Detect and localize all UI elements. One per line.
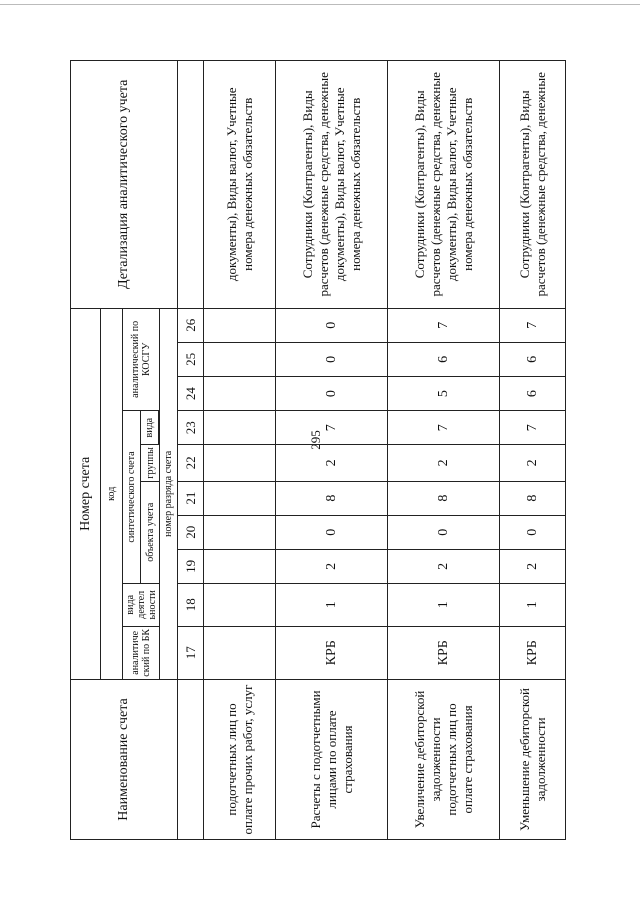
value-cell: КРБ — [500, 626, 566, 679]
digit-cell: 25 — [178, 342, 204, 376]
detail-cell: документы), Виды валют, Учетные номера денежных обязательств — [204, 61, 276, 309]
header-activity-type: вида деятел ьности — [123, 583, 160, 626]
header-accounting-object: объекта учета — [141, 481, 160, 583]
value-cell: 8 — [276, 481, 388, 515]
rotated-page — [70, 60, 570, 840]
value-cell: 0 — [500, 515, 566, 549]
value-cell: 1 — [276, 583, 388, 626]
account-name: подотчетных лиц по оплате прочих работ, услуг — [204, 679, 276, 839]
header-account-name: Наименование счета — [71, 679, 178, 839]
digit-cell: 23 — [178, 411, 204, 445]
header-synthetic: синтетического счета — [123, 411, 141, 584]
digit-cell: 22 — [178, 445, 204, 481]
detail-cell: Сотрудники (Контрагенты), Виды расчетов (денежные средства, денежные документы), Виды валют, Учетные номера денежных обязательств — [388, 61, 500, 309]
value-cell: 8 — [500, 481, 566, 515]
value-cell: 6 — [500, 376, 566, 410]
value-cell: 0 — [276, 308, 388, 342]
header-group: группы — [141, 445, 160, 481]
value-cell — [204, 342, 276, 376]
table-row — [388, 61, 500, 840]
header-account-number: Номер счета — [71, 308, 101, 679]
digit-cell: 26 — [178, 308, 204, 342]
value-cell — [204, 583, 276, 626]
value-cell: 7 — [500, 308, 566, 342]
digit-cell: 24 — [178, 376, 204, 410]
value-cell: 0 — [388, 515, 500, 549]
value-cell: 0 — [276, 376, 388, 410]
accounts-table — [70, 60, 566, 840]
account-name: Увеличение дебиторской задолженности подотчетных лиц по оплате страхования — [388, 679, 500, 839]
value-cell — [204, 626, 276, 679]
value-cell — [204, 411, 276, 445]
value-cell: 7 — [500, 411, 566, 445]
value-cell: 2 — [500, 549, 566, 583]
digits-row-blank — [178, 679, 204, 839]
top-border-line — [0, 4, 640, 5]
value-cell: 7 — [388, 411, 500, 445]
value-cell — [204, 481, 276, 515]
account-name: Уменьшение дебиторской задолженности — [500, 679, 566, 839]
table-row — [204, 61, 276, 840]
header-kind: вида — [141, 411, 159, 445]
value-cell: 2 — [500, 445, 566, 481]
value-cell: 7 — [388, 308, 500, 342]
header-digit-number: номер разряда счета — [160, 308, 178, 679]
page-number: 295 — [307, 430, 323, 450]
digits-row-blank — [178, 61, 204, 309]
value-cell: 1 — [388, 583, 500, 626]
digit-cell: 19 — [178, 549, 204, 583]
value-cell: 2 — [276, 445, 388, 481]
table-row — [500, 61, 566, 840]
digit-cell: 21 — [178, 481, 204, 515]
value-cell: 6 — [500, 342, 566, 376]
digit-cell: 17 — [178, 626, 204, 679]
account-name: Расчеты с подотчетными лицами по оплате страхования — [276, 679, 388, 839]
value-cell — [204, 445, 276, 481]
value-cell: 8 — [388, 481, 500, 515]
header-analytic-kosgu: аналитический по КОСГУ — [123, 308, 160, 411]
value-cell: 2 — [276, 549, 388, 583]
value-cell: 5 — [388, 376, 500, 410]
value-cell — [204, 515, 276, 549]
value-cell — [204, 549, 276, 583]
value-cell: КРБ — [388, 626, 500, 679]
value-cell: 0 — [276, 515, 388, 549]
detail-cell: Сотрудники (Контрагенты), Виды расчетов (денежные средства, денежные — [500, 61, 566, 309]
header-code: код — [101, 308, 123, 679]
value-cell: 0 — [276, 342, 388, 376]
value-cell — [204, 376, 276, 410]
digit-cell: 20 — [178, 515, 204, 549]
value-cell: 7 — [276, 411, 388, 445]
table-row — [276, 61, 388, 840]
value-cell: 2 — [388, 549, 500, 583]
value-cell: 1 — [500, 583, 566, 626]
header-detail: Детализация аналитического учета — [71, 61, 178, 309]
value-cell: 6 — [388, 342, 500, 376]
value-cell: 2 — [388, 445, 500, 481]
header-analytic-bk: аналитиче ский по БК — [123, 626, 160, 679]
detail-cell: Сотрудники (Контрагенты), Виды расчетов (денежные средства, денежные документы), Виды валют, Учетные номера денежных обязательств — [276, 61, 388, 309]
value-cell — [204, 308, 276, 342]
digit-cell: 18 — [178, 583, 204, 626]
value-cell: КРБ — [276, 626, 388, 679]
